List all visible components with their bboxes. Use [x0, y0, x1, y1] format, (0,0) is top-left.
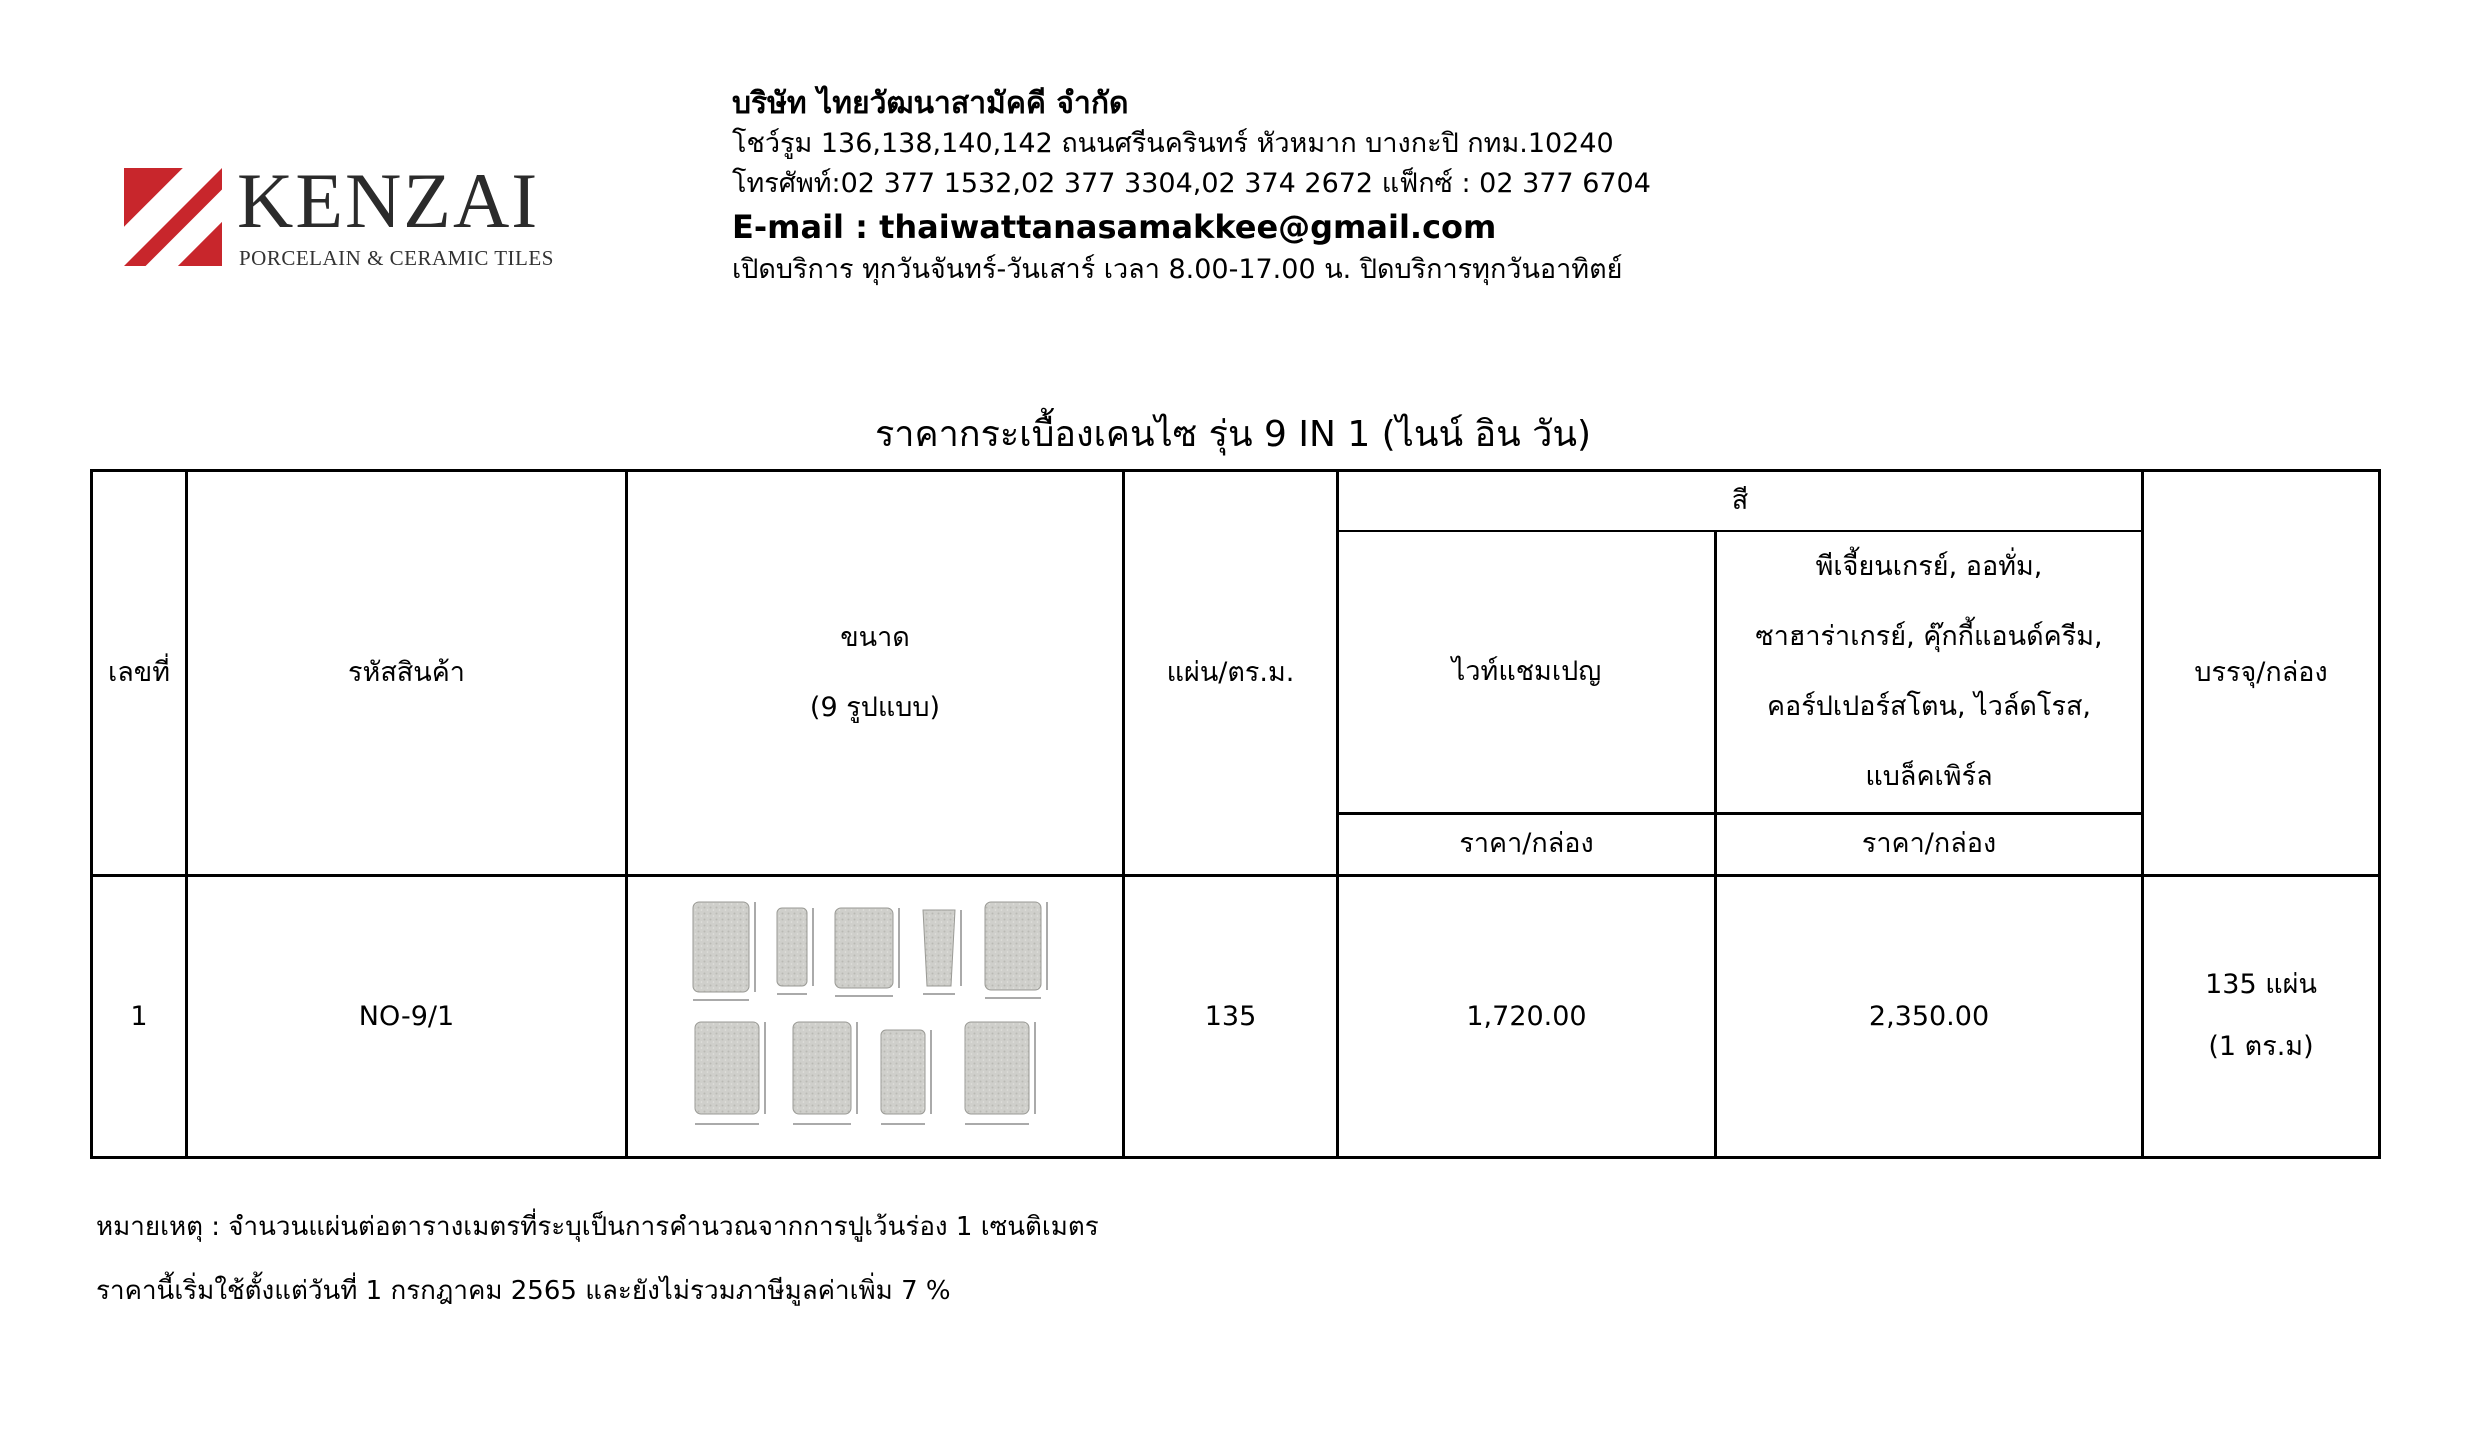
notes — [96, 1195, 1099, 1323]
header-size-label: ขนาด — [840, 621, 910, 653]
row-pack-count: 135 แผ่น — [2205, 969, 2317, 1001]
note-line-1: หมายเหตุ : จำนวนแผ่นต่อตารางเมตรที่ระบุเป็นการคำนวณจากการปูเว้นร่อง 1 เซนติเมตร — [96, 1212, 1099, 1242]
row-price-others: 2,350.00 — [1716, 875, 2143, 1158]
row-pack-area: (1 ตร.ม) — [2208, 1031, 2314, 1063]
color-list-line: พีเจี้ยนเกรย์, ออทั่ม, — [1815, 550, 2043, 582]
table-row — [92, 875, 2380, 1158]
header-color-white-champagne: ไวท์แชมเปญ — [1338, 531, 1716, 814]
row-price-white-champagne: 1,720.00 — [1338, 875, 1716, 1158]
row-no: 1 — [92, 875, 187, 1158]
header-price-box-1: ราคา/กล่อง — [1338, 813, 1716, 875]
header-code: รหัสสินค้า — [187, 471, 627, 876]
header-size-sub: (9 รูปแบบ) — [809, 691, 941, 723]
kenzai-logo — [124, 157, 564, 273]
logo-wordmark: KENZAI — [237, 157, 540, 244]
header-color: สี — [1338, 471, 2143, 531]
price-table — [90, 469, 2381, 1159]
row-pack — [2143, 875, 2380, 1158]
page-title: ราคากระเบื้องเคนไซ รุ่น 9 IN 1 (ไนน์ อิน วัน) — [874, 414, 1592, 455]
kenzai-logo-mark-icon — [124, 168, 222, 266]
note-line-2: ราคานี้เริ่มใช้ตั้งแต่วันที่ 1 กรกฎาคม 2565 และยังไม่รวมภาษีมูลค่าเพิ่ม 7 % — [96, 1276, 951, 1306]
logo-tagline: PORCELAIN & CERAMIC TILES — [239, 246, 554, 270]
header-color-others — [1716, 531, 2143, 814]
company-header — [732, 84, 1732, 290]
header-pack: บรรจุ/กล่อง — [2143, 471, 2380, 876]
color-list-line: ซาฮาร่าเกรย์, คุ๊กกี้แอนด์ครีม, — [1755, 620, 2103, 652]
header-per-sqm: แผ่น/ตร.ม. — [1124, 471, 1338, 876]
tile-shapes-image — [685, 894, 1065, 1139]
header-size — [627, 471, 1124, 876]
company-hours: เปิดบริการ ทุกวันจันทร์-วันเสาร์ เวลา 8.00-17.00 น. ปิดบริการทุกวันอาทิตย์ — [732, 254, 1623, 285]
color-list-line: คอร์ปเปอร์สโตน, ไวล์ดโรส, — [1766, 690, 2092, 722]
company-name: บริษัท ไทยวัฒนาสามัคคี จำกัด — [732, 86, 1129, 121]
company-showroom: โชว์รูม 136,138,140,142 ถนนศรีนครินทร์ หัวหมาก บางกะปิ กทม.10240 — [732, 128, 1614, 159]
company-email[interactable]: E-mail : thaiwattanasamakkee@gmail.com — [732, 208, 1497, 246]
row-code: NO-9/1 — [187, 875, 627, 1158]
company-phone: โทรศัพท์:02 377 1532,02 377 3304,02 374 2672 แฟ็กซ์ : 02 377 6704 — [732, 168, 1651, 199]
row-size-image — [627, 875, 1124, 1158]
header-price-box-2: ราคา/กล่อง — [1716, 813, 2143, 875]
row-per-sqm: 135 — [1124, 875, 1338, 1158]
header-no: เลขที่ — [92, 471, 187, 876]
color-list-line: แบล็คเพิร์ล — [1865, 760, 1993, 792]
